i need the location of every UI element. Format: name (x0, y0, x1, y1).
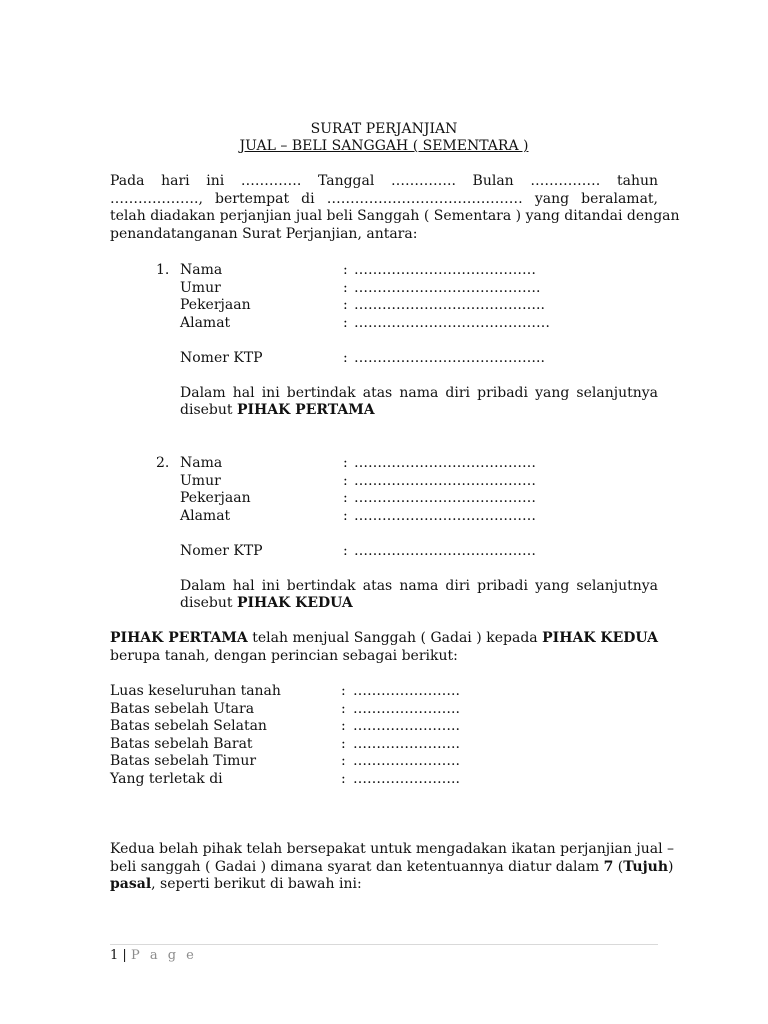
land-row (110, 683, 658, 701)
land-row (110, 718, 658, 736)
land-row (110, 701, 658, 719)
field-colon: : (343, 490, 348, 506)
land-blank: ………………….. (353, 700, 460, 717)
land-blank: ………………….. (353, 770, 460, 787)
footer-divider (110, 944, 658, 945)
spacer (156, 525, 658, 543)
agreement-line-2 (110, 858, 674, 877)
party-role-statement (180, 578, 658, 613)
party-ktp-row (156, 543, 658, 561)
field-blank: ………………………………….. (354, 349, 545, 366)
field-blank: ………………………………… (354, 490, 536, 506)
field-blank: …………………………………… (354, 314, 550, 331)
document-subtitle-text: JUAL – BELI SANGGAH ( SEMENTARA ) (239, 138, 529, 154)
field-colon: : (343, 262, 348, 278)
footer-separator: | (122, 948, 127, 963)
paren-close: ) (668, 858, 674, 875)
party-number: 2. (156, 455, 170, 471)
sale-middle-text: telah menjual Sanggah ( Gadai ) kepada (252, 630, 538, 646)
party-ktp-row (156, 350, 658, 368)
land-label: Batas sebelah Barat (110, 735, 253, 752)
spacer (156, 367, 658, 385)
party-field-row (156, 280, 658, 298)
field-blank: …………………………………. (354, 279, 541, 296)
party-field-row (156, 297, 658, 315)
field-colon: : (343, 507, 348, 524)
field-label: Nama (180, 455, 223, 471)
sale-paragraph (110, 630, 658, 665)
sale-party-first: PIHAK PERTAMA (110, 630, 248, 646)
party-field-row (156, 315, 658, 333)
land-row (110, 771, 658, 789)
field-colon: : (343, 472, 348, 489)
document-subtitle (0, 138, 768, 156)
land-colon: : (341, 753, 346, 769)
land-colon: : (341, 735, 346, 752)
field-label: Umur (180, 472, 221, 489)
field-colon: : (343, 314, 348, 331)
pasal-word: pasal (110, 876, 152, 892)
land-label: Batas sebelah Utara (110, 700, 255, 717)
land-blank: ………………….. (353, 683, 460, 699)
field-label: Umur (180, 279, 221, 296)
land-row (110, 753, 658, 771)
page-word: P a g e (130, 948, 197, 963)
role-line-1: Dalam hal ini bertindak atas nama diri pribadi yang selanjutnya (180, 577, 658, 594)
land-blank: ………………….. (353, 718, 460, 734)
field-blank: ………………………………… (354, 262, 536, 278)
page-number: 1 (110, 948, 119, 963)
role-line-2 (180, 595, 658, 613)
paren-open: ( (617, 858, 624, 875)
article-count: 7 (603, 858, 614, 875)
field-label: Alamat (180, 507, 231, 524)
agreement-line-1: Kedua belah pihak telah bersepakat untuk mengadakan ikatan perjanjian jual – (110, 841, 674, 857)
party-role-statement (180, 385, 658, 420)
field-blank: ………………………………… (354, 507, 536, 524)
opening-line-2: ………………., bertempat di …………………………………… yang beralamat, (110, 190, 658, 207)
party-field-row (156, 262, 658, 280)
field-blank: ………………………………….. (354, 297, 545, 313)
agreement-paragraph (110, 841, 674, 894)
field-blank: ………………………………… (354, 472, 536, 489)
land-label: Luas keseluruhan tanah (110, 683, 281, 699)
field-colon: : (343, 542, 348, 559)
land-colon: : (341, 770, 346, 787)
agreement-line-3 (110, 876, 658, 894)
field-blank: ………………………………… (354, 542, 536, 559)
role-line-1: Dalam hal ini bertindak atas nama diri pribadi yang selanjutnya (180, 384, 658, 401)
party-number: 1. (156, 262, 170, 278)
party-first-block (156, 262, 658, 420)
document-title: SURAT PERJANJIAN (310, 121, 458, 137)
party-second-block (156, 455, 658, 613)
field-label: Pekerjaan (180, 490, 251, 506)
party-field-row (156, 508, 658, 526)
sale-party-second: PIHAK KEDUA (542, 630, 659, 646)
party-field-row (156, 473, 658, 491)
land-label: Yang terletak di (110, 770, 223, 787)
land-blank: ………………….. (353, 735, 460, 752)
land-colon: : (341, 700, 346, 717)
land-details (110, 683, 658, 788)
role-line-2 (180, 402, 658, 420)
opening-paragraph (110, 173, 680, 243)
opening-line-4: penandatanganan Surat Perjanjian, antara: (110, 225, 418, 242)
spacer (156, 560, 658, 578)
agreement-text: beli sanggah ( Gadai ) dimana syarat dan ketentuannya diatur dalam (110, 858, 600, 875)
page-footer (110, 948, 197, 964)
party-field-row (156, 490, 658, 508)
land-colon: : (341, 718, 346, 734)
agreement-tail: , seperti berikut di bawah ini: (151, 876, 362, 892)
role-party-name: PIHAK KEDUA (236, 595, 353, 611)
article-count-word: Tujuh (623, 858, 668, 875)
role-party-name: PIHAK PERTAMA (236, 402, 375, 418)
field-colon: : (343, 297, 348, 313)
opening-line-3: telah diadakan perjanjian jual beli Sanggah ( Sementara ) yang ditandai dengan (110, 208, 680, 224)
land-row (110, 736, 658, 754)
sale-line-1 (110, 630, 658, 648)
field-blank: ………………………………… (354, 455, 536, 471)
party-field-row (156, 455, 658, 473)
land-colon: : (341, 683, 346, 699)
sale-line-2: berupa tanah, dengan perincian sebagai berikut: (110, 647, 458, 664)
field-colon: : (343, 279, 348, 296)
field-label: Alamat (180, 314, 231, 331)
field-colon: : (343, 455, 348, 471)
field-label: Pekerjaan (180, 297, 251, 313)
land-label: Batas sebelah Timur (110, 753, 257, 769)
field-label: Nama (180, 262, 223, 278)
role-prefix: disebut (180, 595, 233, 611)
land-label: Batas sebelah Selatan (110, 718, 267, 734)
field-label: Nomer KTP (180, 349, 263, 366)
opening-line-1: Pada hari ini …………. Tanggal ………….. Bulan …………… tahun (110, 173, 658, 189)
spacer (156, 332, 658, 350)
land-blank: ………………….. (353, 753, 460, 769)
field-label: Nomer KTP (180, 542, 263, 559)
field-colon: : (343, 349, 348, 366)
role-prefix: disebut (180, 402, 233, 418)
